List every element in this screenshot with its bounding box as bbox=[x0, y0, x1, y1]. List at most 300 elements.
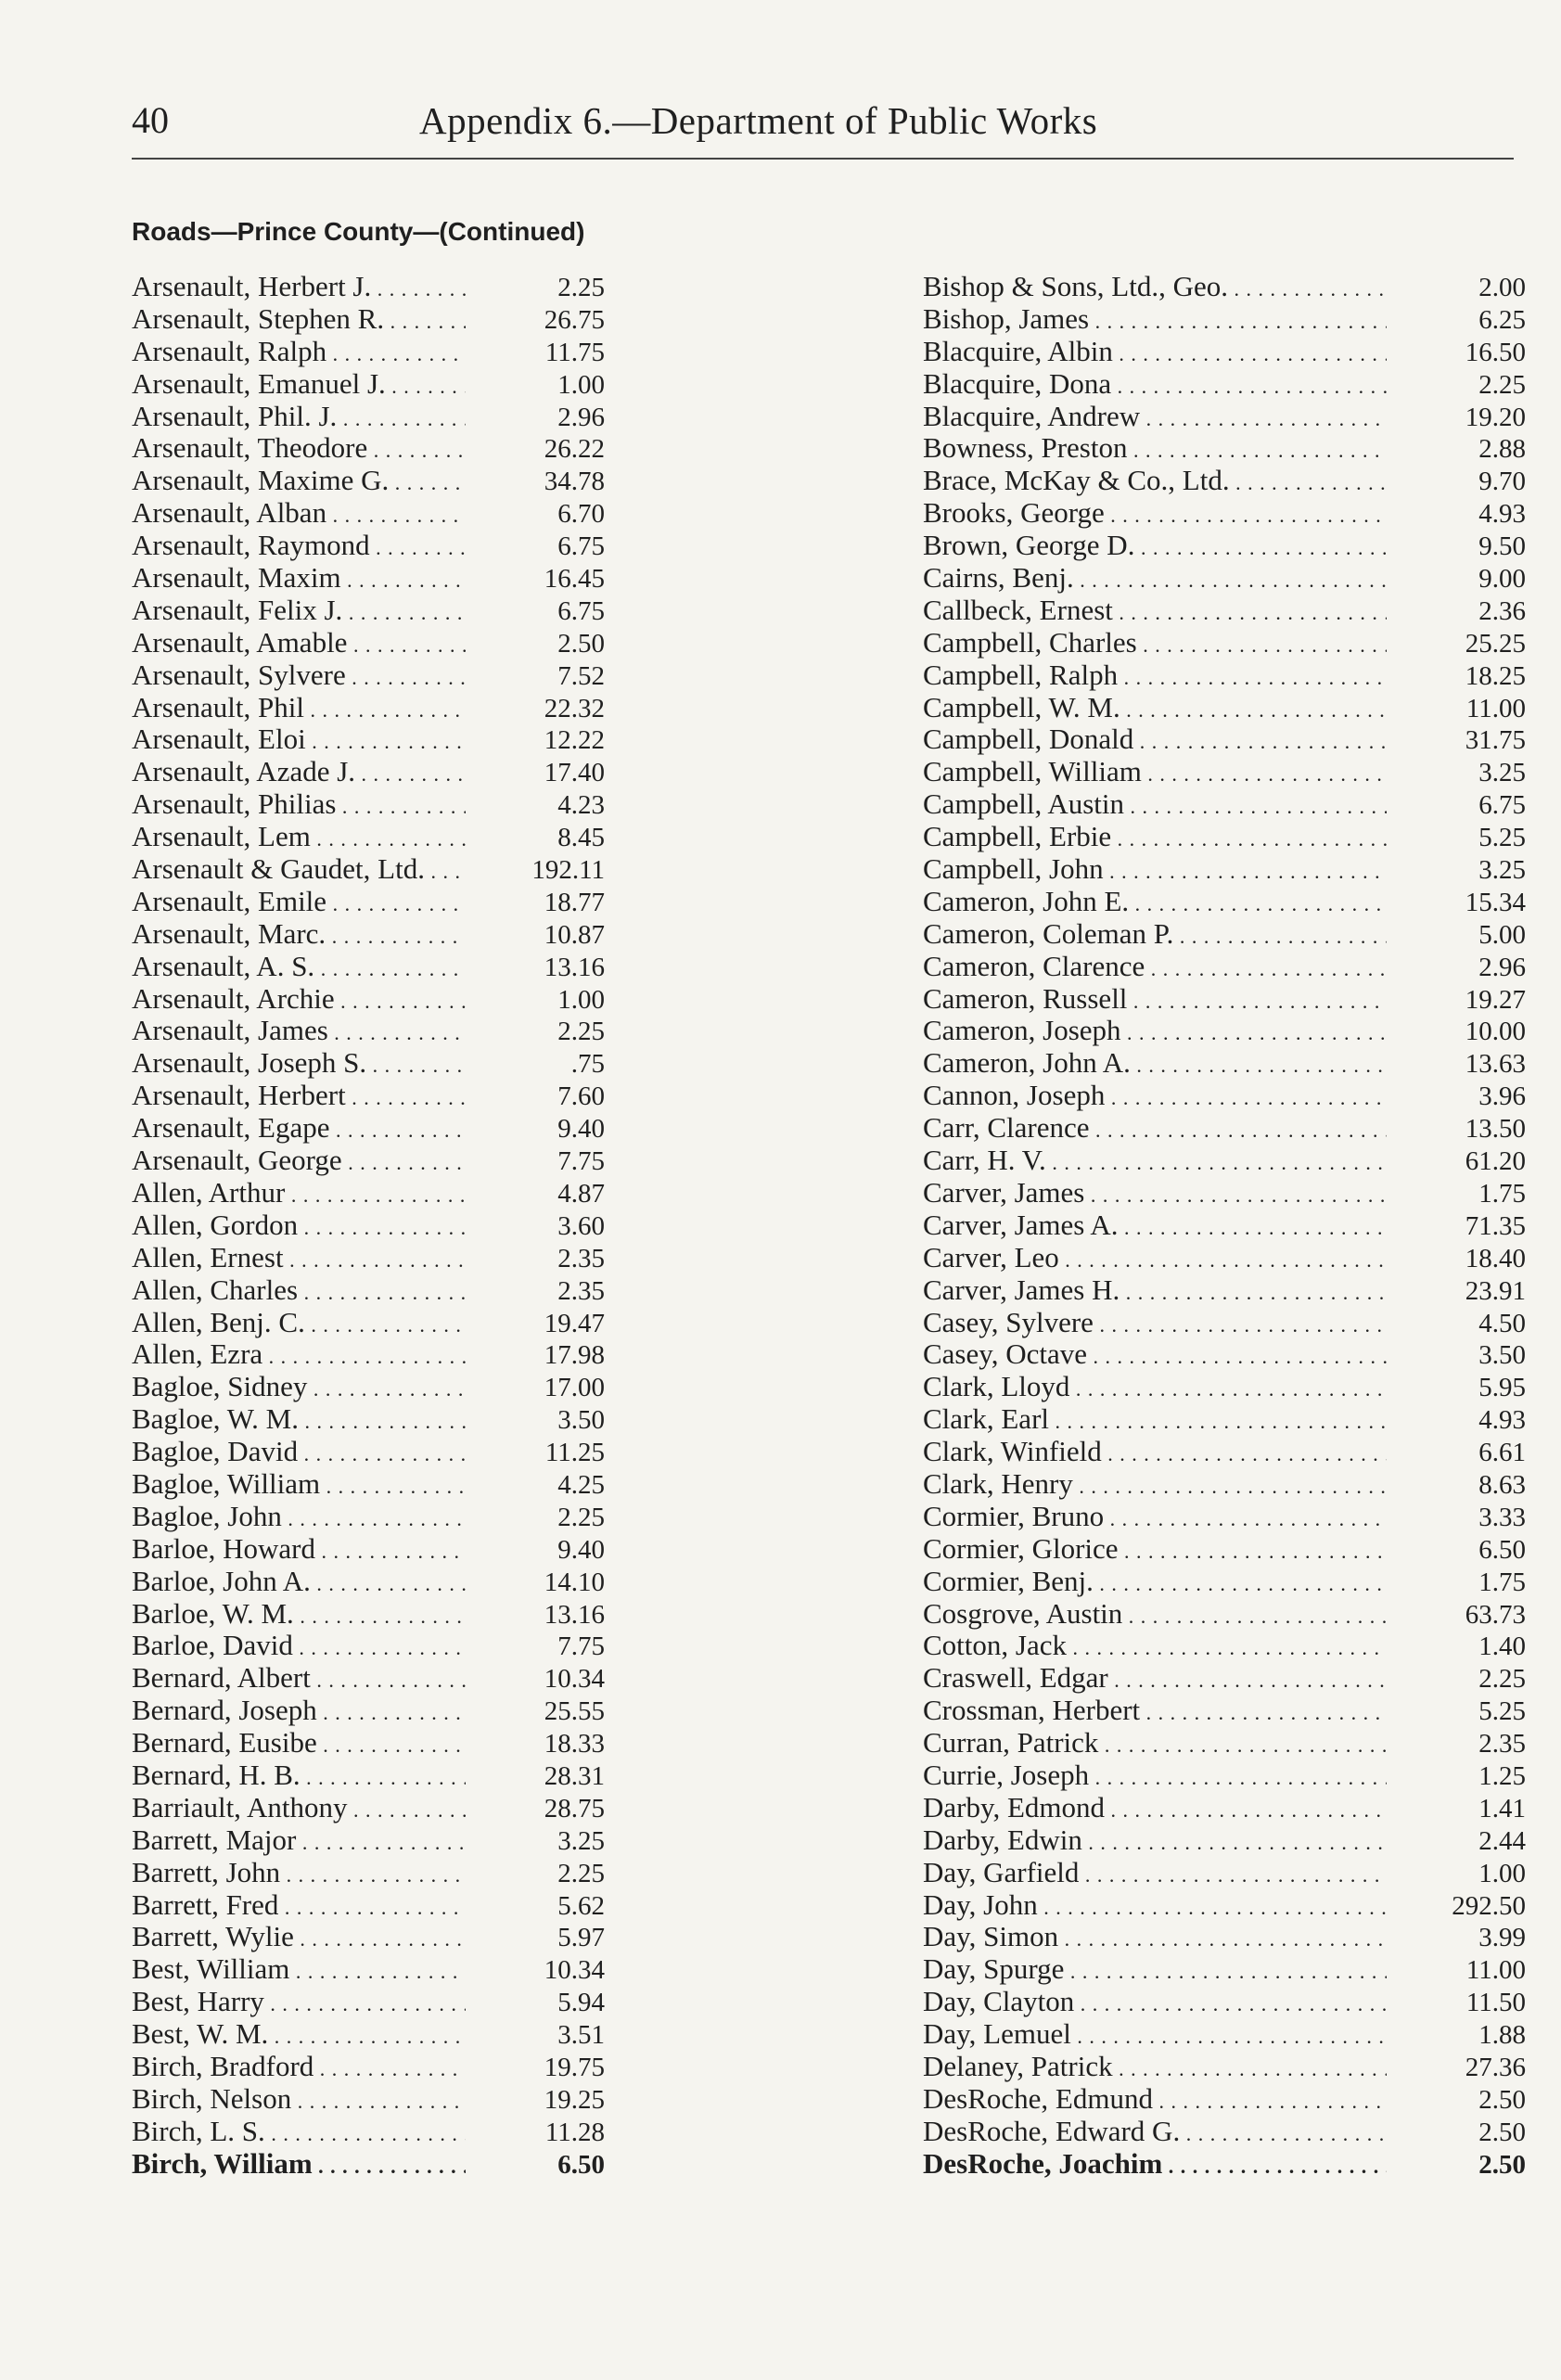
entry-amount: 2.50 bbox=[557, 628, 605, 659]
entry-name: Bishop & Sons, Ltd., Geo. . . . bbox=[923, 271, 1387, 306]
entry-name: Arsenault, Ralph . . . bbox=[132, 336, 466, 371]
list-item bbox=[923, 1566, 1526, 1598]
entry-amount: 27.36 bbox=[1465, 2052, 1526, 2082]
right-column bbox=[923, 271, 1526, 2181]
entry-name: Campbell, William . . . bbox=[923, 756, 1387, 791]
list-item bbox=[923, 1630, 1526, 1662]
entry-name: Casey, Sylvere . . . bbox=[923, 1307, 1387, 1342]
entry-name: Best, W. M. . . . bbox=[132, 2018, 466, 2054]
list-item bbox=[132, 497, 605, 530]
list-item bbox=[132, 1598, 605, 1631]
entry-name: Carver, James A. . . . bbox=[923, 1209, 1387, 1245]
list-item bbox=[132, 2148, 605, 2181]
entry-name: Blacquire, Dona . . . bbox=[923, 368, 1387, 403]
entry-name: Bagloe, Sidney . . . bbox=[132, 1371, 466, 1406]
entry-name: Arsenault, James . . . bbox=[132, 1015, 466, 1050]
list-item bbox=[132, 1145, 605, 1177]
entry-name: Cameron, Coleman P. . . . bbox=[923, 918, 1387, 953]
entry-name: Day, Lemuel . . . bbox=[923, 2018, 1387, 2054]
list-item bbox=[923, 1436, 1526, 1468]
entry-amount: 19.25 bbox=[544, 2084, 605, 2115]
list-item bbox=[132, 595, 605, 627]
list-item bbox=[923, 886, 1526, 918]
list-item bbox=[923, 1533, 1526, 1566]
entry-name: Arsenault, Stephen R. . . . bbox=[132, 303, 466, 339]
list-item bbox=[132, 1047, 605, 1080]
entry-name: Clark, Lloyd . . . bbox=[923, 1371, 1387, 1406]
entry-amount: 9.00 bbox=[1478, 564, 1526, 595]
entry-amount: 4.23 bbox=[557, 790, 605, 821]
entry-name: Barloe, W. M. . . . bbox=[132, 1598, 466, 1633]
entry-amount: 4.87 bbox=[557, 1178, 605, 1209]
entry-name: Bagloe, David . . . bbox=[132, 1436, 466, 1471]
entry-name: Cormier, Glorice . . . bbox=[923, 1533, 1387, 1568]
entry-amount: 2.25 bbox=[557, 1017, 605, 1047]
entry-name: Cameron, John E. . . . bbox=[923, 886, 1387, 921]
list-item bbox=[132, 2083, 605, 2116]
entry-name: Barrett, Fred . . . bbox=[132, 1889, 466, 1925]
entry-name: Arsenault, Alban . . . bbox=[132, 497, 466, 532]
entry-name: Darby, Edmond . . . bbox=[923, 1792, 1387, 1827]
list-item bbox=[923, 271, 1526, 303]
list-item bbox=[132, 1953, 605, 1986]
entry-amount: 22.32 bbox=[544, 693, 605, 723]
list-item bbox=[923, 756, 1526, 788]
list-item bbox=[132, 1662, 605, 1695]
list-item bbox=[132, 692, 605, 724]
list-item bbox=[132, 1792, 605, 1824]
entry-amount: 18.77 bbox=[544, 887, 605, 917]
entry-amount: 13.16 bbox=[544, 952, 605, 982]
entry-amount: 2.50 bbox=[1478, 2117, 1526, 2147]
list-item bbox=[132, 1566, 605, 1598]
entry-name: Arsenault, Maxim . . . bbox=[132, 562, 466, 597]
entry-amount: 4.25 bbox=[557, 1469, 605, 1500]
entry-amount: 2.25 bbox=[1478, 1664, 1526, 1695]
entry-amount: 4.93 bbox=[1478, 499, 1526, 530]
entry-name: Cosgrove, Austin . . . bbox=[923, 1598, 1387, 1633]
list-item bbox=[923, 1015, 1526, 1047]
list-item bbox=[132, 336, 605, 368]
list-item bbox=[132, 1986, 605, 2018]
entry-amount: 7.75 bbox=[557, 1631, 605, 1662]
entry-amount: 28.75 bbox=[544, 1793, 605, 1823]
entry-name: Darby, Edwin . . . bbox=[923, 1824, 1387, 1860]
list-item bbox=[923, 2116, 1526, 2148]
entry-name: DesRoche, Edward G. . . . bbox=[923, 2116, 1387, 2151]
entry-name: Campbell, Charles . . . bbox=[923, 627, 1387, 662]
entry-name: Arsenault, Phil. J. . . . bbox=[132, 401, 466, 436]
list-item bbox=[132, 1501, 605, 1533]
list-item bbox=[923, 2051, 1526, 2083]
entry-amount: 19.27 bbox=[1465, 984, 1526, 1015]
entry-name: Clark, Henry . . . bbox=[923, 1468, 1387, 1503]
entry-amount: 26.22 bbox=[544, 434, 605, 465]
entry-name: Arsenault, Philias . . . bbox=[132, 788, 466, 824]
entry-name: DesRoche, Edmund . . . bbox=[923, 2083, 1387, 2118]
entry-amount: 5.62 bbox=[557, 1890, 605, 1921]
list-item bbox=[132, 1468, 605, 1501]
page-number: 40 bbox=[132, 99, 169, 141]
entry-amount: 31.75 bbox=[1465, 725, 1526, 756]
entry-amount: 1.88 bbox=[1478, 2020, 1526, 2051]
list-item bbox=[132, 530, 605, 562]
list-item bbox=[923, 788, 1526, 821]
entry-amount: 7.75 bbox=[557, 1146, 605, 1177]
entry-name: Arsenault, Amable . . . bbox=[132, 627, 466, 662]
entry-amount: 61.20 bbox=[1465, 1146, 1526, 1177]
entry-name: Campbell, Erbie . . . bbox=[923, 821, 1387, 856]
list-item bbox=[923, 723, 1526, 756]
entry-name: Campbell, Donald . . . bbox=[923, 723, 1387, 759]
entry-amount: 23.91 bbox=[1465, 1275, 1526, 1306]
entry-name: Bagloe, W. M. . . . bbox=[132, 1403, 466, 1439]
list-item bbox=[132, 788, 605, 821]
entry-amount: 34.78 bbox=[544, 467, 605, 497]
entry-name: Arsenault, Phil . . . bbox=[132, 692, 466, 727]
entry-amount: 8.63 bbox=[1478, 1469, 1526, 1500]
entry-amount: 1.00 bbox=[557, 369, 605, 400]
entry-name: Brace, McKay & Co., Ltd. . . . bbox=[923, 465, 1387, 500]
list-item bbox=[132, 1015, 605, 1047]
entry-amount: 2.35 bbox=[1478, 1729, 1526, 1759]
entry-amount: 5.25 bbox=[1478, 1696, 1526, 1727]
entry-amount: 3.99 bbox=[1478, 1923, 1526, 1953]
entry-amount: 26.75 bbox=[544, 304, 605, 335]
list-item bbox=[923, 1112, 1526, 1145]
entry-name: Arsenault, Herbert . . . bbox=[132, 1080, 466, 1115]
entry-amount: 16.50 bbox=[1465, 337, 1526, 367]
list-item bbox=[923, 401, 1526, 433]
list-item bbox=[923, 1695, 1526, 1727]
entry-amount: 6.61 bbox=[1478, 1438, 1526, 1468]
entry-name: DesRoche, Joachim . . . bbox=[923, 2148, 1387, 2183]
entry-name: Bernard, H. B. . . . bbox=[132, 1759, 466, 1795]
entry-amount: 2.50 bbox=[1478, 2149, 1526, 2180]
entry-name: Allen, Ezra . . . bbox=[132, 1338, 466, 1374]
list-item bbox=[132, 465, 605, 497]
entry-amount: 11.75 bbox=[544, 337, 605, 367]
entry-name: Clark, Winfield . . . bbox=[923, 1436, 1387, 1471]
entry-name: Curran, Patrick . . . bbox=[923, 1727, 1387, 1762]
list-item bbox=[132, 1242, 605, 1274]
entry-name: Day, John . . . bbox=[923, 1889, 1387, 1925]
entry-amount: 10.00 bbox=[1465, 1017, 1526, 1047]
entry-amount: 1.75 bbox=[1478, 1567, 1526, 1597]
entry-amount: 19.20 bbox=[1465, 402, 1526, 432]
entry-name: Callbeck, Ernest . . . bbox=[923, 595, 1387, 630]
entry-amount: 4.50 bbox=[1478, 1308, 1526, 1338]
entry-name: Birch, L. S. . . . bbox=[132, 2116, 466, 2151]
entry-amount: 6.50 bbox=[1478, 1534, 1526, 1565]
list-item bbox=[132, 756, 605, 788]
entry-name: Bernard, Joseph . . . bbox=[132, 1695, 466, 1730]
list-item bbox=[132, 1824, 605, 1857]
list-item bbox=[132, 271, 605, 303]
entry-name: Best, Harry . . . bbox=[132, 1986, 466, 2021]
list-item bbox=[923, 1857, 1526, 1889]
entry-name: Best, William . . . bbox=[132, 1953, 466, 1989]
entry-amount: 2.88 bbox=[1478, 434, 1526, 465]
list-item bbox=[132, 1177, 605, 1209]
entry-amount: 63.73 bbox=[1465, 1599, 1526, 1630]
list-item bbox=[132, 1307, 605, 1339]
list-item bbox=[923, 983, 1526, 1016]
list-item bbox=[923, 465, 1526, 497]
list-item bbox=[923, 821, 1526, 853]
page-title: Appendix 6.—Department of Public Works bbox=[419, 99, 1098, 142]
list-item bbox=[132, 853, 605, 886]
entry-amount: 19.75 bbox=[544, 2052, 605, 2082]
entry-amount: 1.00 bbox=[1478, 1858, 1526, 1888]
list-item bbox=[132, 821, 605, 853]
list-item bbox=[923, 853, 1526, 886]
entry-name: Allen, Gordon . . . bbox=[132, 1209, 466, 1245]
list-item bbox=[923, 1080, 1526, 1112]
list-item bbox=[132, 659, 605, 692]
entry-name: Day, Simon . . . bbox=[923, 1921, 1387, 1956]
entry-name: Arsenault, Archie . . . bbox=[132, 983, 466, 1018]
list-item bbox=[923, 497, 1526, 530]
page-header bbox=[132, 93, 1514, 167]
entry-amount: 17.40 bbox=[544, 758, 605, 788]
list-item bbox=[923, 530, 1526, 562]
entry-name: Barriault, Anthony . . . bbox=[132, 1792, 466, 1827]
list-item bbox=[132, 1403, 605, 1436]
list-item bbox=[923, 2018, 1526, 2051]
entry-name: Day, Spurge . . . bbox=[923, 1953, 1387, 1989]
list-item bbox=[923, 1242, 1526, 1274]
entry-name: Barloe, David . . . bbox=[132, 1630, 466, 1665]
entry-name: Campbell, Austin . . . bbox=[923, 788, 1387, 824]
entry-amount: 1.41 bbox=[1478, 1793, 1526, 1823]
list-item bbox=[923, 1307, 1526, 1339]
list-item bbox=[923, 1209, 1526, 1242]
entry-amount: 28.31 bbox=[544, 1760, 605, 1791]
list-item bbox=[923, 336, 1526, 368]
list-item bbox=[132, 303, 605, 336]
list-item bbox=[923, 368, 1526, 401]
list-item bbox=[923, 1403, 1526, 1436]
list-item bbox=[923, 1145, 1526, 1177]
entry-amount: 6.75 bbox=[557, 531, 605, 562]
entry-amount: 1.40 bbox=[1478, 1631, 1526, 1662]
entry-name: Birch, Bradford . . . bbox=[132, 2051, 466, 2086]
entry-amount: 11.00 bbox=[1465, 693, 1526, 723]
entry-name: Blacquire, Albin . . . bbox=[923, 336, 1387, 371]
entry-amount: 2.00 bbox=[1478, 273, 1526, 302]
entry-amount: 13.63 bbox=[1465, 1049, 1526, 1080]
entry-amount: 14.10 bbox=[544, 1567, 605, 1597]
entry-amount: 1.25 bbox=[1478, 1760, 1526, 1791]
entry-amount: 18.25 bbox=[1465, 660, 1526, 691]
entry-amount: 17.00 bbox=[544, 1373, 605, 1403]
entry-name: Brooks, George . . . bbox=[923, 497, 1387, 532]
list-item bbox=[132, 1436, 605, 1468]
entry-amount: 5.94 bbox=[557, 1988, 605, 2018]
entry-name: Crossman, Herbert . . . bbox=[923, 1695, 1387, 1730]
entry-name: Campbell, John . . . bbox=[923, 853, 1387, 889]
entry-amount: 19.47 bbox=[544, 1308, 605, 1338]
entry-name: Arsenault, Lem . . . bbox=[132, 821, 466, 856]
entry-name: Day, Clayton . . . bbox=[923, 1986, 1387, 2021]
list-item bbox=[923, 1177, 1526, 1209]
entry-amount: 2.36 bbox=[1478, 595, 1526, 626]
entry-amount: 2.25 bbox=[1478, 369, 1526, 400]
entry-name: Bishop, James . . . bbox=[923, 303, 1387, 339]
entry-amount: 9.70 bbox=[1478, 467, 1526, 497]
entry-amount: 292.50 bbox=[1452, 1890, 1526, 1921]
entry-name: Carver, James . . . bbox=[923, 1177, 1387, 1212]
entry-name: Arsenault, George . . . bbox=[132, 1145, 466, 1180]
entry-name: Arsenault, Emanuel J. . . . bbox=[132, 368, 466, 403]
entry-name: Cameron, Clarence . . . bbox=[923, 951, 1387, 986]
entry-amount: 6.75 bbox=[1478, 790, 1526, 821]
left-column bbox=[132, 271, 605, 2181]
entry-amount: 71.35 bbox=[1465, 1210, 1526, 1241]
list-item bbox=[132, 1759, 605, 1792]
entry-amount: 3.51 bbox=[557, 2020, 605, 2051]
list-item bbox=[923, 1501, 1526, 1533]
entry-amount: 2.25 bbox=[557, 1858, 605, 1888]
entry-amount: 6.75 bbox=[557, 595, 605, 626]
entry-amount: 9.40 bbox=[557, 1534, 605, 1565]
entry-name: Campbell, W. M. . . . bbox=[923, 692, 1387, 727]
entry-amount: 5.00 bbox=[1478, 919, 1526, 950]
entry-amount: 15.34 bbox=[1465, 887, 1526, 917]
list-item bbox=[132, 432, 605, 465]
entry-name: Arsenault, Theodore . . . bbox=[132, 432, 466, 467]
list-item bbox=[923, 1889, 1526, 1922]
entry-name: Arsenault, Herbert J. . . . bbox=[132, 271, 466, 306]
entry-amount: 5.25 bbox=[1478, 823, 1526, 853]
entry-name: Bernard, Eusibe . . . bbox=[132, 1727, 466, 1762]
entry-name: Craswell, Edgar . . . bbox=[923, 1662, 1387, 1697]
entry-name: Casey, Octave . . . bbox=[923, 1338, 1387, 1374]
list-item bbox=[132, 1695, 605, 1727]
list-item bbox=[923, 951, 1526, 983]
entry-name: Carr, H. V. . . . bbox=[923, 1145, 1387, 1180]
entry-name: Allen, Ernest . . . bbox=[132, 1242, 466, 1277]
entry-amount: 3.50 bbox=[1478, 1340, 1526, 1371]
entry-amount: 3.25 bbox=[557, 1825, 605, 1856]
entry-amount: 2.50 bbox=[1478, 2084, 1526, 2115]
entry-amount: 6.50 bbox=[557, 2149, 605, 2180]
entry-amount: 2.25 bbox=[557, 1502, 605, 1532]
entry-name: Cameron, John A. . . . bbox=[923, 1047, 1387, 1082]
entry-amount: 3.50 bbox=[557, 1405, 605, 1436]
list-item bbox=[923, 1953, 1526, 1986]
list-item bbox=[923, 1468, 1526, 1501]
entry-name: Barloe, John A. . . . bbox=[132, 1566, 466, 1601]
entry-name: Barloe, Howard . . . bbox=[132, 1533, 466, 1568]
entry-amount: 3.25 bbox=[1478, 855, 1526, 886]
entry-name: Barrett, John . . . bbox=[132, 1857, 466, 1892]
entry-amount: 25.25 bbox=[1465, 628, 1526, 659]
entry-name: Brown, George D. . . . bbox=[923, 530, 1387, 565]
section-heading: Roads—Prince County—(Continued) bbox=[132, 217, 585, 246]
entry-name: Campbell, Ralph . . . bbox=[923, 659, 1387, 695]
entry-amount: 13.50 bbox=[1465, 1114, 1526, 1145]
entry-name: Delaney, Patrick . . . bbox=[923, 2051, 1387, 2086]
entry-amount: 2.25 bbox=[557, 273, 605, 302]
list-item bbox=[923, 1727, 1526, 1759]
entry-name: Birch, William . . . bbox=[132, 2148, 466, 2183]
entry-amount: 9.40 bbox=[557, 1114, 605, 1145]
list-item bbox=[923, 1759, 1526, 1792]
entry-name: Cormier, Bruno . . . bbox=[923, 1501, 1387, 1536]
list-item bbox=[132, 1274, 605, 1307]
header-rule bbox=[132, 158, 1514, 160]
entry-name: Day, Garfield . . . bbox=[923, 1857, 1387, 1892]
entry-amount: 18.33 bbox=[544, 1729, 605, 1759]
list-item bbox=[923, 2148, 1526, 2181]
entry-amount: 11.25 bbox=[544, 1438, 605, 1468]
list-item bbox=[132, 2018, 605, 2051]
entry-name: Arsenault, A. S. . . . bbox=[132, 951, 466, 986]
entry-name: Arsenault, Eloi . . . bbox=[132, 723, 466, 759]
list-item bbox=[132, 368, 605, 401]
entry-amount: 16.45 bbox=[544, 564, 605, 595]
list-item bbox=[132, 1921, 605, 1953]
list-item bbox=[923, 1047, 1526, 1080]
entry-name: Arsenault, Maxime G. . . . bbox=[132, 465, 466, 500]
list-item bbox=[923, 562, 1526, 595]
list-item bbox=[132, 1533, 605, 1566]
entry-name: Cormier, Benj. . . . bbox=[923, 1566, 1387, 1601]
entry-name: Arsenault, Azade J. . . . bbox=[132, 756, 466, 791]
entry-amount: 7.52 bbox=[557, 660, 605, 691]
list-item bbox=[132, 1630, 605, 1662]
entry-amount: 2.35 bbox=[557, 1275, 605, 1306]
list-item bbox=[923, 659, 1526, 692]
entry-name: Currie, Joseph . . . bbox=[923, 1759, 1387, 1795]
list-item bbox=[132, 401, 605, 433]
list-item bbox=[923, 1338, 1526, 1371]
entry-amount: 4.93 bbox=[1478, 1405, 1526, 1436]
list-item bbox=[132, 1338, 605, 1371]
entry-amount: 5.97 bbox=[557, 1923, 605, 1953]
list-item bbox=[132, 562, 605, 595]
entry-name: Carr, Clarence . . . bbox=[923, 1112, 1387, 1147]
list-item bbox=[923, 1986, 1526, 2018]
entry-name: Barrett, Wylie . . . bbox=[132, 1921, 466, 1956]
entry-amount: 11.00 bbox=[1465, 1955, 1526, 1986]
list-item bbox=[923, 432, 1526, 465]
list-item bbox=[923, 1371, 1526, 1403]
entry-name: Carver, Leo . . . bbox=[923, 1242, 1387, 1277]
list-item bbox=[132, 2051, 605, 2083]
entry-name: Bagloe, William . . . bbox=[132, 1468, 466, 1503]
entry-amount: 3.96 bbox=[1478, 1081, 1526, 1112]
list-item bbox=[132, 1889, 605, 1922]
entry-amount: 8.45 bbox=[557, 823, 605, 853]
entry-name: Bagloe, John . . . bbox=[132, 1501, 466, 1536]
list-item bbox=[923, 1662, 1526, 1695]
entry-amount: 7.60 bbox=[557, 1081, 605, 1112]
entry-amount: 5.95 bbox=[1478, 1373, 1526, 1403]
entry-name: Arsenault, Felix J. . . . bbox=[132, 595, 466, 630]
list-item bbox=[132, 723, 605, 756]
list-item bbox=[923, 692, 1526, 724]
entry-name: Cannon, Joseph . . . bbox=[923, 1080, 1387, 1115]
list-item bbox=[923, 1274, 1526, 1307]
list-item bbox=[132, 2116, 605, 2148]
entry-amount: 3.25 bbox=[1478, 758, 1526, 788]
list-item bbox=[132, 1112, 605, 1145]
list-item bbox=[132, 627, 605, 659]
entry-amount: 11.50 bbox=[1465, 1988, 1526, 2018]
